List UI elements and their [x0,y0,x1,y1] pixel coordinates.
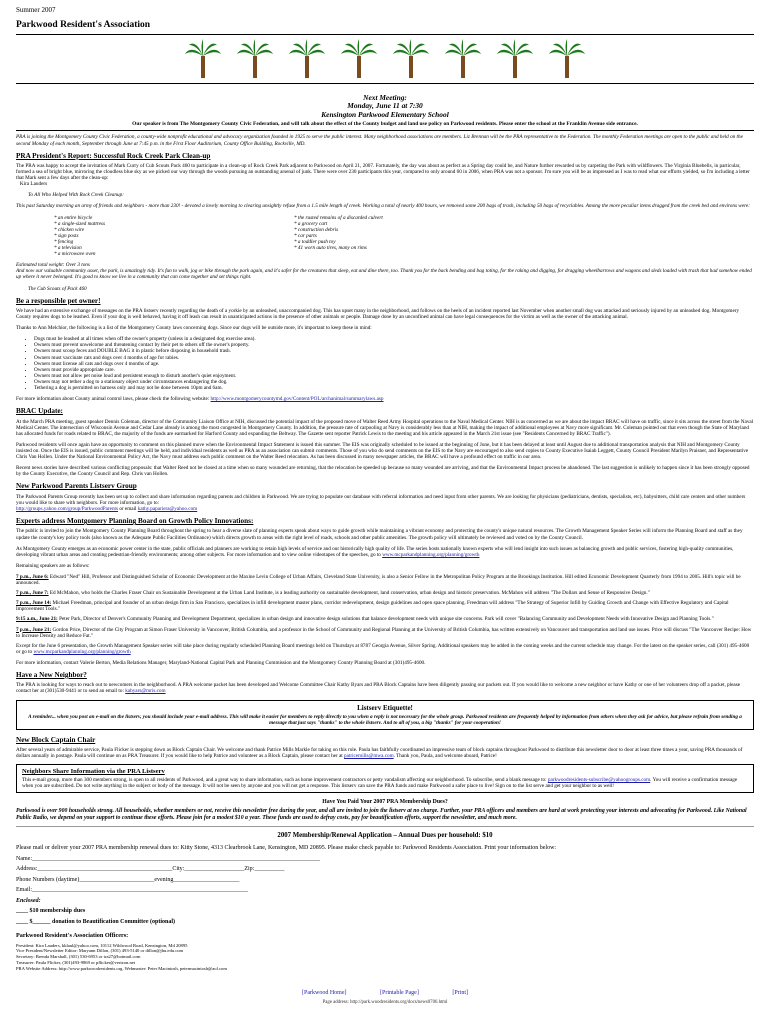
letter-salutation: To All Who Helped With Rock Creek Cleanup: [28,192,124,199]
list-item: • Owners must vaccinate cats and dogs over 4 months of age for rabies. [34,355,754,361]
experts-p4: For more information, contact Valerie Berton, Media Relations Manager, Maryland-National Capital Park and Planning Commission and the Montgomery County Planning Board at (301)495-4600. [16,659,426,666]
parents-email-link[interactable]: kathy.papariera@yahoo.com [137,505,198,512]
listserv-title: Neighbors Share Information via the PRA Listserv [22,768,165,776]
donation-line[interactable]: ____ $______ donation to Beautification Committee (optional) [16,918,175,925]
officer-line: Treasurer: Paula Flicker, (301)493-9869 or pflicker@verizon.net [16,959,136,965]
cleanup-body: The PRA was happy to accept the invitation of Mark Curry of Cub Scouts Pack 460 to participate in a clean-up of Rock Creek Park adjacent to Parkwood on April 21, 2007. Fortunately, the day was about as perfect as a Spring day could be, and Nature further rewarded us by carpeting the Park with wildflowers. The Virginia Bluebells, in particular, formed a sea of bright blue, mirroring the cloudless blue sky as we picked our way through the woods pursuing an outstanding arsenal of junk. There were over 230 participants this year, compared to only around 60 in 2006, when PRA was not a sponsor. I'm sure you will be as impressed as I was to read what our efforts yielded, so I'm including a letter that Mark sent a few days after the clean-up: Kira Lauders [16,163,750,188]
list-item: * a television [54,245,82,252]
list-item: * construction debris [294,226,339,233]
list-item: * 41 worn auto tires, many on rims [294,245,367,252]
captain-heading: New Block Captain Chair [16,735,96,744]
junk-items-left [54,215,294,258]
dues-body: Parkwood is over 900 households strong. All households, whether members or not, receive this newsletter free during the year, and all are invited to join the listserv at no charge. Further, your PRA officers and members are hard at work protecting your interests and advocating for Parkwood. Like National Public Radio, we depend on your support to continue these efforts. Please join for a modest $10 a year. These funds are used to defray costs, pay for beautification efforts, support the newsletter, and much more. [16,808,747,821]
brac-p1: At the March PRA meeting, guest speaker Dennis Coleman, director of the Community Liaison Office at NIH, discussed the potential impact of the proposed move of Walter Reed Army Hospital operations to the Naval Medical Center. NIH is as concerned as we are about the impact BRAC will have on traffic, since it sits across the street from the Naval Medical Center. The intersection of Wisconsin Avenue and Cedar Lane already is among the most congested in Montgomery County. In addition, the pressure rate of carpooling at Navy is considerably less than at NIH, making the impact of additional employees at Navy more significant. Mr. Coleman pointed out that even though the State of Maryland has allocated funds for roads related to BRAC, the majority of the funds are earmarked for Harford County and expanding the Beltway. The Gazette sent reporter Patrick Lewis to the meeting and his article appeared in the March 21st issue (see "Residents Concerned by BRAC Traffic"). [16,418,754,437]
welcome-email-link[interactable]: kabyars@mris.com [125,688,166,695]
neighbor-heading: Have a New Neighbor? [16,670,87,679]
issue-season: Summer 2007 [16,6,56,14]
parents-body: The Parkwood Parents Group recently has been set up to collect and share information regarding parents and children in Parkwood. We are trying to populate our database with referral information and need input from other parents. We are looking for physicians (pediatricians, dentists, specialists, etc), babysitters, child care centers and other numbers you would like to share with neighbors. For more information, go to: http://groups.yahoo.com/group/ParkwoodParents or email kathy.papariera@yahoo.com [16,493,746,512]
letter-body: This past Saturday morning an army of friends and neighbors - more than 230! - devoted a lovely morning to clearing unsightly refuse from a 1.5 mile length of creek. Working a total of nearly 400 hours, we removed some 200 bags of trash, including 50 bags of recyclables. Among the more peculiar items dragged from the creek bed and environs were: [16,203,750,210]
speaker-event: 7 p.m., June 6: Edward "Ned" Hill, Professor and Distinguished Scholar of Economic Development at the Maxine Levin College of Urban Affairs, Cleveland State University, is also a Senior Fellow in the Metropolitan Policy Program at the Brookings Institution. Hill edited Economic Development Quarterly from 1994 to 2005. Hill's topic will be announced. [16,573,741,587]
etiquette-box [16,700,754,730]
palm-tree-icon [392,38,430,80]
officer-line: President: Kira Lauders, kklaul@yahoo.com, 10112 Wildwood Road, Kensington, Md 20895 [16,942,188,948]
officers-title: Parkwood Resident's Association Officers: [16,932,129,940]
list-item: * a grocery cart [294,220,328,227]
list-item: * a toddler push toy [294,238,336,245]
experts-p1: The public is invited to join the Montgomery County Planning Board throughout the spring to hear a diverse slate of planning experts speak about ways to guide growth while maintaining a vibrant economy and protecting the county's unique natural resources. The Growth Management Speaker Series will inform the Planning Board and staff as they update the county's key policy tools (also known as the Adequate Public Facilities Ordinance) which directs growth to areas with the right level of roads, schools and other public amenities. The growth policy will ultimately be reviewed and voted on by the County Council. [16,528,743,541]
renewal-title: 2007 Membership/Renewal Application – Annual Dues per household: $10 [277,832,493,840]
officer-line: Vice President/Newsletter Editor: Maryann Dillon, (301) 493-5140 or dillon@jhu.edu.com [16,948,184,954]
junk-items [16,215,754,258]
meeting-label: Next Meeting: [363,93,407,102]
listserv-body: This e-mail group, more than 300 members strong, is open to all residents of Parkwood, and a great way to share information, such as home improvement contractors or petty vandalism affecting our neighborhood. To subscribe, send a blank message to: parkwoodresidents-subscribe@yahoogroups.com. You will receive a confirmation message when you are subscribed. Do not write anything in the subject or body of the message. It will not be seen by anyone and you will not get a response. This listserv can save the PRA funds and make Parkwood a safer place to live! Sign on to the list serve and get your neighbor to as well! [22,776,738,790]
palm-tree-icon [184,38,222,80]
meeting-date: Monday, June 11 at 7:30 [347,101,423,111]
neighbor-body: The PRA is looking for ways to reach out to newcomers in the neighborhood. A PRA welcome packet has been developed and Welcome Committee Chair Kathy Byars and PRA Block Captains have been diligently passing our packets out. If you would like to welcome a new neighbor or have Kathy or one of her volunteers drop off a packet, please contact her at (301)530-9441 or to send an email to: kabyars@mris.com [16,682,741,695]
etiquette-body: A reminder... when you post an e-mail on the listserv, you should include your e-mail address. This will make it easier for members to reply directly to you when a reply is not necessary for the whole group. Parkwood residents are frequently helped by information from others when they ask for advice, but please refrain from sending a message that just says "thanks" to the whole listserv. And to all of you, a big "thanks" for your cooperation! [28,713,742,726]
list-item: * car parts [294,232,317,239]
list-item: * a single-sized mattress [54,220,105,227]
captain-body: After several years of admirable service, Paula Flicker is stepping down as Block Captain Chair. We welcome and thank Patrice Mills Markle for taking on this role. Paula has faithfully coordinated an impressive team of block captains throughout Parkwood to distribute this newsletter door to door at least three times a year, saving PRA thousands of dollars annually in postage. Paula will continue on as PRA Treasurer. If you would like to help Patrice and volunteer as a Block Captain, please contact her at patricemills@mwa.com. Thank you, Paula, and welcome aboard, Patrice! [16,747,743,760]
list-item: • Owners must license all cats and dogs over 4 months of age. [34,361,754,367]
dues-title: Have You Paid Your 2007 PRA Membership Dues? [322,799,448,806]
brac-p3: Recent news stories have described various conflicting proposals: that Walter Reed not be closed at a time when so many wounded are returning, that the relocation be speeded up because so many wounded are arriving, and that the Environmental Impact process be abandoned. The last suggestion is unlikely to happen since it has been strongly opposed by the County Executive, the County Council and Rep. Chris van Hollen. [16,465,750,478]
list-item: * the rusted remains of a discarded culvert [294,214,383,221]
list-item: * chicken wire [54,226,85,233]
letter-signature: The Cub Scouts of Pack 460 [28,285,87,292]
home-link[interactable]: [Parkwood Home] [302,989,347,996]
list-item: • Owners must prevent unwelcome and threatening contact by their pet to others off the owner's property. [34,342,754,348]
speaker-event: 7 p.m., June 21: Gordon Price, Director of the City Program at Simon Fraser University in Vancouver, British Columbia, and a professor in the School of Community and Regional Planning at the University of British Columbia, has written extensively on Vancouver and transportation and land use issues. Price will discuss "The Vancouver Recipe: How to Increase Density and Reduce Fat." [16,626,752,639]
print-link[interactable]: [Print] [452,989,468,996]
list-item: • Owners must not allow pet noise loud and persistent enough to disturb another's quiet enjoyment. [34,373,754,379]
name-field[interactable]: Name:________________________________________________________________________________________________ [16,855,320,862]
address-field[interactable]: Address:_____________________________________________City:____________________Zip:__________ [16,866,285,873]
pets-list-intro: Thanks to Ann Melchior, the following is a list of the Montgomery County laws concerning dogs. Since our dogs will be outside more, it's important to keep these in mind: [16,325,372,332]
meeting-speaker: Our speaker is from The Montgomery County Civic Federation, and will talk about the effect of the County budget and land use policy on Parkwood residents. Please enter the school at the Franklin Avenue side entrance. [132,121,638,128]
list-item: • Owners may not tether a dog to a stationary object under circumstances endangering the dog. [34,379,754,385]
list-item: • Owners must scoop feces and DOUBLE BAG it in plastic before disposing in household trash. [34,348,754,354]
renewal-instructions: Please mail or deliver your 2007 PRA membership renewal dues to: Kitty Stone, 4313 Clearbrook Lane, Kensington, MD 20895. Please make check payable to: Parkwood Residents Association. Print your information below: [16,845,557,852]
pets-heading: Be a responsible pet owner! [16,296,101,305]
tree-banner [16,34,754,84]
list-item: • Dogs must be leashed at all times when off the owner's property (unless in a designated dog exercise area). [34,336,754,342]
list-item: * a microwave oven [54,251,96,258]
list-item: • Tethering a dog is permitted on harness only and may not be done between 10pm and 6am. [34,385,754,391]
pets-body: We have had an extensive exchange of messages on the PRA listserv recently regarding the death of a yorkie by an unleashed, unaccompanied dog. This has upset many in the neighborhood, and follows on the heels of an incident reported last November when another small dog was attacked and seriously injured by an unleashed dog. Montgomery County requires dogs to be leashed. Even if your dog is well behaved, having it off leash can result in unanticipated actions in the presence of other animals or people. Damage done by an unconfined animal can have legal consequences for the victim as well as the owner of the attacking animal. [16,308,740,321]
dues-checkbox-line[interactable]: ____ $10 membership dues [16,908,86,915]
org-title: Parkwood Resident's Association [16,20,151,30]
letter-closing: Estimated total weight: Over 3 tons And now our valuable community asset, the park, is amazingly tidy. It's fun to walk, jog or bike through the park again, and it's safer for the creatures that sleep, eat and dine there, too. Thank you for the back bending and bag toting, for the raking and digging, for dragging wheelbarrows and wagons and sleds loaded with trash that had somehow ended up where it never belonged. It's good to know we live in a community that can come together and set things right. [16,262,752,281]
palm-tree-icon [236,38,274,80]
cleanup-signoff: Kira Lauders [19,181,48,188]
speaker-event: 7 p.m., June 7: Ed McMahon, who holds the Charles Fraser Chair on Sustainable Development at the Urban Land Institute, is a leading authority on sustainable development, land conservation, urban design and historic preservation. McMahon will address "The Dollars and Sense of Responsive Design." [16,590,650,597]
page-address: Page address: http://park.woodresidents.org/docs/news0706.html [322,999,448,1005]
experts-p2: As Montgomery County emerges as an economic power center in the state, public officials and planners are working to retain high levels of service and our historically high quality of life. The series hosts nationally known experts who will lend insight into such issues as balancing growth and public services, fostering high-quality communities, developing vibrant urban areas and creating pedestrian-friendly environments; among other subjects. For more information and to view online videotapes of the speeches, go to www.mcparkandplanning.org/planning/growth [16,545,734,558]
captain-email-link[interactable]: patricemills@mwa.com [344,753,394,760]
cleanup-heading: PRA President's Report: Successful Rock Creek Park Clean-up [16,151,211,160]
experts-heading: Experts address Montgomery Planning Board on Growth Policy Innovations: [16,517,254,526]
palm-tree-icon [288,38,326,80]
pets-more-info: For more information about County animal control laws, please check the following website: http://www.montgomerycountymd.gov/Content/POL/archanimal/summarylaws.asp [16,396,384,403]
meeting-location: Kensington Parkwood Elementary School [321,109,449,119]
email-field[interactable]: Email:________________________________________________________________________ [16,887,248,894]
listserv-box [16,764,754,793]
list-item: * sign posts [54,232,79,239]
page-nav [16,990,754,996]
list-item: • Owners must provide appropriate care. [34,367,754,373]
list-item: * an entire bicycle [54,214,93,221]
printable-page-link[interactable]: [Printable Page] [380,989,419,996]
palm-tree-icon [444,38,482,80]
etiquette-title: Listserv Etiquette! [357,703,413,712]
officer-line: PRA Website Address: http://www.parkwoodresidents.org. Webmaster: Peter Macintosh, petermacintosh@aol.com [16,965,227,971]
brac-heading: BRAC Update: [16,407,63,416]
phone-field[interactable]: Phone Numbers (daytime)_________________________evening______________________ [16,876,240,883]
palm-tree-icon [548,38,586,80]
next-meeting [16,94,754,127]
subscribe-email-link[interactable]: parkwoodresidents-subscribe@yahoogroups.com [547,776,651,783]
newsletter-page [16,0,754,1006]
experts-p3: Except for the June 6 presentation, the Growth Management Speaker series will take place during regularly scheduled Planning Board meetings held on Thursdays at 8787 Georgia Avenue, Silver Spring. Additional speakers may be added in the coming weeks and the current schedule may change. For the latest on the speaker series, call (301) 495-4600 or go to www.mcparkandplanning.org/planning/growth [16,642,750,655]
brac-p2: Parkwood residents will once again have an opportunity to comment on this planned move when the Environmental Impact Statement is issued this summer. The EIS was originally scheduled to be issued at the beginning of June, but it has been delayed at least until August due to additional transportation analysis that NIH and Montgomery County insisted on. Once the EIS is issued, public comment meetings will be held, and individual residents as well as PRA as an association can submit comments. Those of you who do send comments on the EIS to the Navy are encouraged to also send copies to County Executive Isaiah Leggett, County Council President Marilyn Praisner, and Representative Chris Van Hollen. Under the National Environmental Policy Act, the Navy must address each public comment on the Walter Reed relocation. As has been discussed in many newspaper articles, the BRAC will have a profound effect on traffic in our area. [16,441,749,461]
remaining-speakers: Remaining speakers are as follows: [16,562,90,569]
palm-tree-icon [496,38,534,80]
enclosed-label: Enclosed: [16,897,41,904]
junk-items-right [294,215,534,258]
divider [16,130,754,131]
speaker-event: 9:15 a.m., June 21: Peter Park, Director of Denver's Community Planning and Development Department, specializes in urban design and innovative design solutions that balance development needs with unique site concerns. Park will cover "Balancing Community and Development Needs with Innovative Design and Planning Tools." [16,616,714,623]
growth-link-2[interactable]: www.mcparkandplanning.org/planning/growth [33,648,131,655]
dog-laws-list [16,336,754,391]
officer-line: Secretary: Brenda Marshall, (301) 530-6953 or tra27@hotmail.com [16,954,141,960]
list-item: * fencing [54,238,74,245]
intro-paragraph: PRA is joining the Montgomery County Civic Federation, a county-wide nonprofit educational and advocacy organization founded in 1925 to serve the public interest. Many neighborhood associations are members. Liz Brennan will be the PRA representative to the Federation. The monthly Federation meetings are open to the public and held on the second Monday of each month, September through June at 7:45 p.m. in the First Floor Auditorium, County Office Building, Rockville, MD. [16,134,743,147]
officers-list [16,943,754,972]
speaker-event: 7 p.m., June 14: Michael Freedman, principal and founder of an urban design firm in San Francisco, specializes in infill development master plans, corridor redevelopment, design guidelines and open space planning. Freedman will address "The Strategy of Superior Infill by Guiding Growth and Change with Effective Regulatory and Capital Improvement Tools." [16,600,729,613]
parents-group-link[interactable]: http://groups.yahoo.com/group/ParkwoodParents [16,505,119,512]
growth-link[interactable]: www.mcparkandplanning.org/planning/growth [382,551,480,558]
animal-laws-link[interactable]: http://www.montgomerycountymd.gov/Content/POL/archanimal/summarylaws.asp [210,396,384,403]
palm-tree-icon [340,38,378,80]
divider [16,826,754,827]
parents-heading: New Parkwood Parents Listserv Group [16,482,137,491]
